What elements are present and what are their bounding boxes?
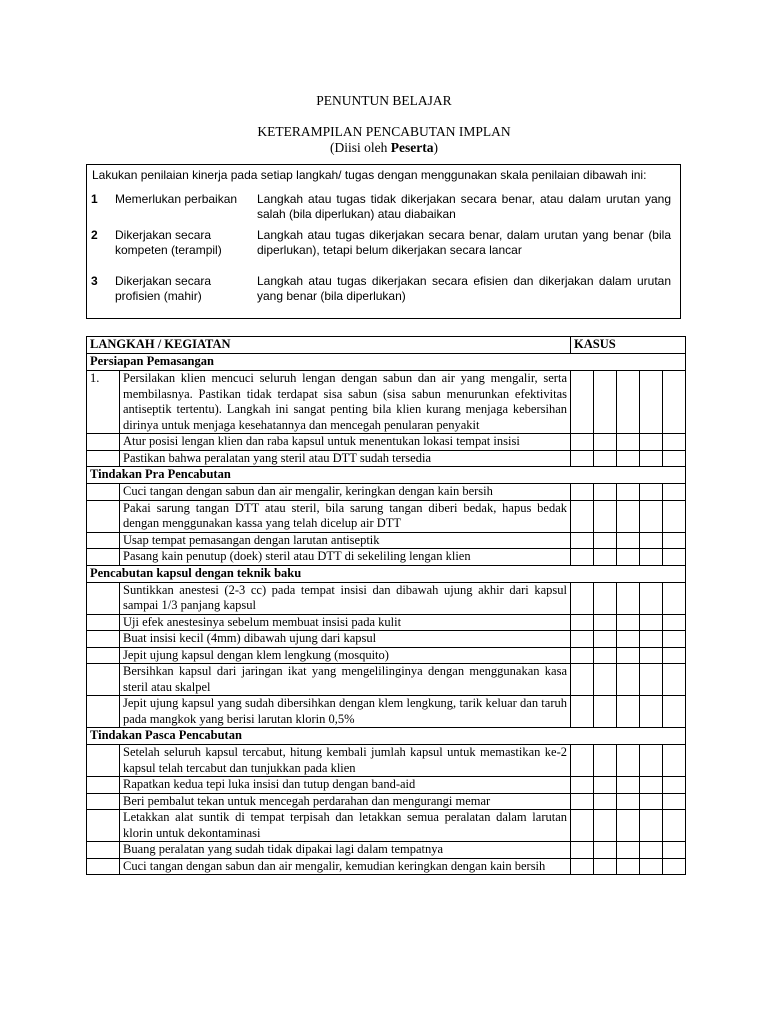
case-cell-4[interactable]: [640, 647, 663, 664]
case-cell-4[interactable]: [640, 745, 663, 777]
step-text: Jepit ujung kapsul dengan klem lengkung (mosquito): [120, 647, 571, 664]
document-subtitle: KETERAMPILAN PENCABUTAN IMPLAN: [257, 124, 511, 139]
step-number: [87, 793, 120, 810]
case-cell-5[interactable]: [663, 532, 686, 549]
step-text: Cuci tangan dengan sabun dan air mengalir, kemudian keringkan dengan kain bersih: [120, 858, 571, 875]
case-cell-4[interactable]: [640, 664, 663, 696]
case-cell-2[interactable]: [594, 484, 617, 501]
case-cell-5[interactable]: [663, 450, 686, 467]
case-cell-1[interactable]: [571, 777, 594, 794]
case-cell-3[interactable]: [617, 434, 640, 451]
case-cell-2[interactable]: [594, 549, 617, 566]
case-cell-2[interactable]: [594, 793, 617, 810]
step-text: Beri pembalut tekan untuk mencegah perdarahan dan mengurangi memar: [120, 793, 571, 810]
case-cell-2[interactable]: [594, 664, 617, 696]
case-cell-2[interactable]: [594, 810, 617, 842]
case-cell-2[interactable]: [594, 450, 617, 467]
scale-description: Langkah atau tugas tidak dikerjakan secara benar, atau dalam urutan yang salah (bila diperlukan) atau diabaikan: [257, 192, 671, 221]
step-text: Atur posisi lengan klien dan raba kapsul untuk menentukan lokasi tempat insisi: [120, 434, 571, 451]
case-cell-1[interactable]: [571, 696, 594, 728]
case-cell-4[interactable]: [640, 532, 663, 549]
case-cell-4[interactable]: [640, 582, 663, 614]
section-header-row: [87, 467, 686, 484]
section-case-blank: [571, 565, 686, 582]
case-cell-3[interactable]: [617, 842, 640, 859]
section-header-row: [87, 565, 686, 582]
case-cell-5[interactable]: [663, 614, 686, 631]
case-cell-4[interactable]: [640, 500, 663, 532]
step-text: Cuci tangan dengan sabun dan air mengalir, keringkan dengan kain bersih: [120, 484, 571, 501]
case-cell-3[interactable]: [617, 696, 640, 728]
case-cell-5[interactable]: [663, 696, 686, 728]
step-text: Pakai sarung tangan DTT atau steril, bila sarung tangan diberi bedak, hapus bedak dengan menggunakan kassa yang telah dicelup air DTT: [120, 500, 571, 532]
section-case-blank: [571, 728, 686, 745]
section-header-row: [87, 728, 686, 745]
note-suffix: ): [433, 140, 438, 155]
scale-label: Dikerjakan secara profisien (mahir): [115, 274, 212, 303]
case-cell-4[interactable]: [640, 777, 663, 794]
step-number: 1.: [87, 371, 120, 434]
section-title: Persiapan Pemasangan: [87, 354, 571, 371]
case-cell-5[interactable]: [663, 647, 686, 664]
case-cell-1[interactable]: [571, 434, 594, 451]
case-cell-3[interactable]: [617, 500, 640, 532]
document-title: PENUNTUN BELAJAR: [316, 93, 452, 108]
case-cell-1[interactable]: [571, 484, 594, 501]
step-number: [87, 500, 120, 532]
table-row: [87, 647, 686, 664]
table-row: [87, 858, 686, 875]
step-text: Pastikan bahwa peralatan yang steril atau DTT sudah tersedia: [120, 450, 571, 467]
case-cell-2[interactable]: [594, 631, 617, 648]
case-cell-3[interactable]: [617, 745, 640, 777]
case-cell-2[interactable]: [594, 532, 617, 549]
step-number: [87, 614, 120, 631]
note-prefix: (Diisi oleh: [330, 140, 391, 155]
step-text: Uji efek anestesinya sebelum membuat insisi pada kulit: [120, 614, 571, 631]
case-cell-4[interactable]: [640, 696, 663, 728]
case-cell-2[interactable]: [594, 842, 617, 859]
section-header-row: [87, 354, 686, 371]
case-cell-4[interactable]: [640, 842, 663, 859]
scale-number: 2: [91, 228, 98, 242]
step-text: Buang peralatan yang sudah tidak dipakai lagi dalam tempatnya: [120, 842, 571, 859]
step-number: [87, 582, 120, 614]
case-cell-4[interactable]: [640, 549, 663, 566]
case-cell-2[interactable]: [594, 858, 617, 875]
case-cell-5[interactable]: [663, 484, 686, 501]
case-cell-2[interactable]: [594, 614, 617, 631]
step-number: [87, 532, 120, 549]
scale-label: Dikerjakan secara kompeten (terampil): [115, 228, 222, 257]
table-row: [87, 450, 686, 467]
scale-description: Langkah atau tugas dikerjakan secara benar, dalam urutan yang benar (bila diperlukan), tetapi belum dikerjakan secara lancar: [257, 228, 671, 257]
case-cell-3[interactable]: [617, 371, 640, 434]
checklist-table: [86, 336, 686, 875]
step-number: [87, 696, 120, 728]
case-cell-3[interactable]: [617, 858, 640, 875]
step-number: [87, 549, 120, 566]
step-text: Letakkan alat suntik di tempat terpisah dan letakkan semua peralatan dalam larutan klorin untuk dekontaminasi: [120, 810, 571, 842]
case-cell-5[interactable]: [663, 371, 686, 434]
case-cell-1[interactable]: [571, 532, 594, 549]
step-number: [87, 484, 120, 501]
table-row: [87, 484, 686, 501]
table-row: [87, 696, 686, 728]
table-row: [87, 777, 686, 794]
case-cell-5[interactable]: [663, 777, 686, 794]
case-cell-3[interactable]: [617, 631, 640, 648]
case-cell-1[interactable]: [571, 647, 594, 664]
section-title: Pencabutan kapsul dengan teknik baku: [87, 565, 571, 582]
case-cell-5[interactable]: [663, 631, 686, 648]
case-cell-1[interactable]: [571, 793, 594, 810]
case-cell-5[interactable]: [663, 434, 686, 451]
case-cell-3[interactable]: [617, 484, 640, 501]
step-number: [87, 842, 120, 859]
case-cell-4[interactable]: [640, 858, 663, 875]
table-row: [87, 434, 686, 451]
section-title: Tindakan Pasca Pencabutan: [87, 728, 571, 745]
case-cell-5[interactable]: [663, 810, 686, 842]
case-cell-3[interactable]: [617, 793, 640, 810]
step-text: Buat insisi kecil (4mm) dibawah ujung dari kapsul: [120, 631, 571, 648]
table-row: [87, 500, 686, 532]
case-cell-5[interactable]: [663, 582, 686, 614]
case-cell-4[interactable]: [640, 631, 663, 648]
case-cell-3[interactable]: [617, 532, 640, 549]
case-cell-4[interactable]: [640, 484, 663, 501]
table-row: [87, 549, 686, 566]
step-text: Rapatkan kedua tepi luka insisi dan tutup dengan band-aid: [120, 777, 571, 794]
case-cell-4[interactable]: [640, 810, 663, 842]
case-cell-1[interactable]: [571, 842, 594, 859]
case-cell-4[interactable]: [640, 614, 663, 631]
case-cell-2[interactable]: [594, 647, 617, 664]
table-row: [87, 664, 686, 696]
column-header-step: LANGKAH / KEGIATAN: [87, 337, 571, 354]
section-case-blank: [571, 467, 686, 484]
table-row: [87, 614, 686, 631]
case-cell-1[interactable]: [571, 614, 594, 631]
case-cell-1[interactable]: [571, 371, 594, 434]
table-header-row: [87, 337, 686, 354]
scale-number: 3: [91, 274, 98, 288]
case-cell-1[interactable]: [571, 450, 594, 467]
case-cell-1[interactable]: [571, 858, 594, 875]
table-row: [87, 532, 686, 549]
case-cell-2[interactable]: [594, 371, 617, 434]
case-cell-2[interactable]: [594, 696, 617, 728]
case-cell-3[interactable]: [617, 549, 640, 566]
case-cell-2[interactable]: [594, 500, 617, 532]
rating-scale-intro: Lakukan penilaian kinerja pada setiap langkah/ tugas dengan menggunakan skala penilaian dibawah ini:: [92, 168, 647, 182]
case-cell-4[interactable]: [640, 434, 663, 451]
scale-label: Memerlukan perbaikan: [115, 192, 238, 206]
case-cell-4[interactable]: [640, 371, 663, 434]
step-number: [87, 810, 120, 842]
table-row: [87, 371, 686, 434]
case-cell-3[interactable]: [617, 582, 640, 614]
case-cell-2[interactable]: [594, 582, 617, 614]
case-cell-2[interactable]: [594, 434, 617, 451]
step-number: [87, 647, 120, 664]
case-cell-5[interactable]: [663, 858, 686, 875]
table-row: [87, 842, 686, 859]
case-cell-4[interactable]: [640, 450, 663, 467]
step-text: Bersihkan kapsul dari jaringan ikat yang mengelilinginya dengan menggunakan kasa steril atau skalpel: [120, 664, 571, 696]
case-cell-5[interactable]: [663, 500, 686, 532]
section-case-blank: [571, 354, 686, 371]
case-cell-1[interactable]: [571, 810, 594, 842]
step-number: [87, 631, 120, 648]
case-cell-1[interactable]: [571, 664, 594, 696]
case-cell-2[interactable]: [594, 777, 617, 794]
case-cell-3[interactable]: [617, 647, 640, 664]
case-cell-5[interactable]: [663, 664, 686, 696]
table-row: [87, 631, 686, 648]
filled-by-note: [0, 140, 768, 156]
step-number: [87, 745, 120, 777]
step-text: Pasang kain penutup (doek) steril atau DTT di sekeliling lengan klien: [120, 549, 571, 566]
table-row: [87, 582, 686, 614]
note-bold: Peserta: [390, 140, 434, 155]
case-cell-3[interactable]: [617, 450, 640, 467]
step-number: [87, 434, 120, 451]
case-cell-3[interactable]: [617, 810, 640, 842]
case-cell-5[interactable]: [663, 842, 686, 859]
step-number: [87, 858, 120, 875]
step-number: [87, 664, 120, 696]
case-cell-3[interactable]: [617, 664, 640, 696]
case-cell-1[interactable]: [571, 631, 594, 648]
case-cell-1[interactable]: [571, 500, 594, 532]
case-cell-5[interactable]: [663, 549, 686, 566]
table-row: [87, 793, 686, 810]
section-title: Tindakan Pra Pencabutan: [87, 467, 571, 484]
step-text: Jepit ujung kapsul yang sudah dibersihkan dengan klem lengkung, tarik keluar dan taruh pada mangkok yang berisi larutan klorin 0,5%: [120, 696, 571, 728]
case-cell-3[interactable]: [617, 777, 640, 794]
rating-scale-box: [86, 164, 681, 319]
case-cell-1[interactable]: [571, 549, 594, 566]
step-text: Persilakan klien mencuci seluruh lengan dengan sabun dan air yang mengalir, serta membilasnya. Pastikan tidak terdapat sisa sabun (sisa sabun menurunkan efektivitas antiseptik tertentu). Langkah ini sangat penting bila klien kurang menjaga kebersihan dirinya untuk menjaga kesehatannya dan mencegah penularan penyakit: [120, 371, 571, 434]
step-text: Usap tempat pemasangan dengan larutan antiseptik: [120, 532, 571, 549]
case-cell-1[interactable]: [571, 745, 594, 777]
table-row: [87, 745, 686, 777]
table-row: [87, 810, 686, 842]
step-text: Suntikkan anestesi (2-3 cc) pada tempat insisi dan dibawah ujung akhir dari kapsul sampai 1/3 panjang kapsul: [120, 582, 571, 614]
case-cell-1[interactable]: [571, 582, 594, 614]
case-cell-5[interactable]: [663, 793, 686, 810]
scale-description: Langkah atau tugas dikerjakan secara efisien dan dikerjakan dalam urutan yang benar (bila diperlukan): [257, 274, 671, 303]
case-cell-5[interactable]: [663, 745, 686, 777]
case-cell-3[interactable]: [617, 614, 640, 631]
step-number: [87, 450, 120, 467]
case-cell-4[interactable]: [640, 793, 663, 810]
checklist-body: [87, 354, 686, 875]
step-text: Setelah seluruh kapsul tercabut, hitung kembali jumlah kapsul untuk memastikan ke-2 kapsul telah tercabut dan tunjukkan pada klien: [120, 745, 571, 777]
scale-number: 1: [91, 192, 98, 206]
step-number: [87, 777, 120, 794]
case-cell-2[interactable]: [594, 745, 617, 777]
column-header-case: KASUS: [571, 337, 686, 354]
